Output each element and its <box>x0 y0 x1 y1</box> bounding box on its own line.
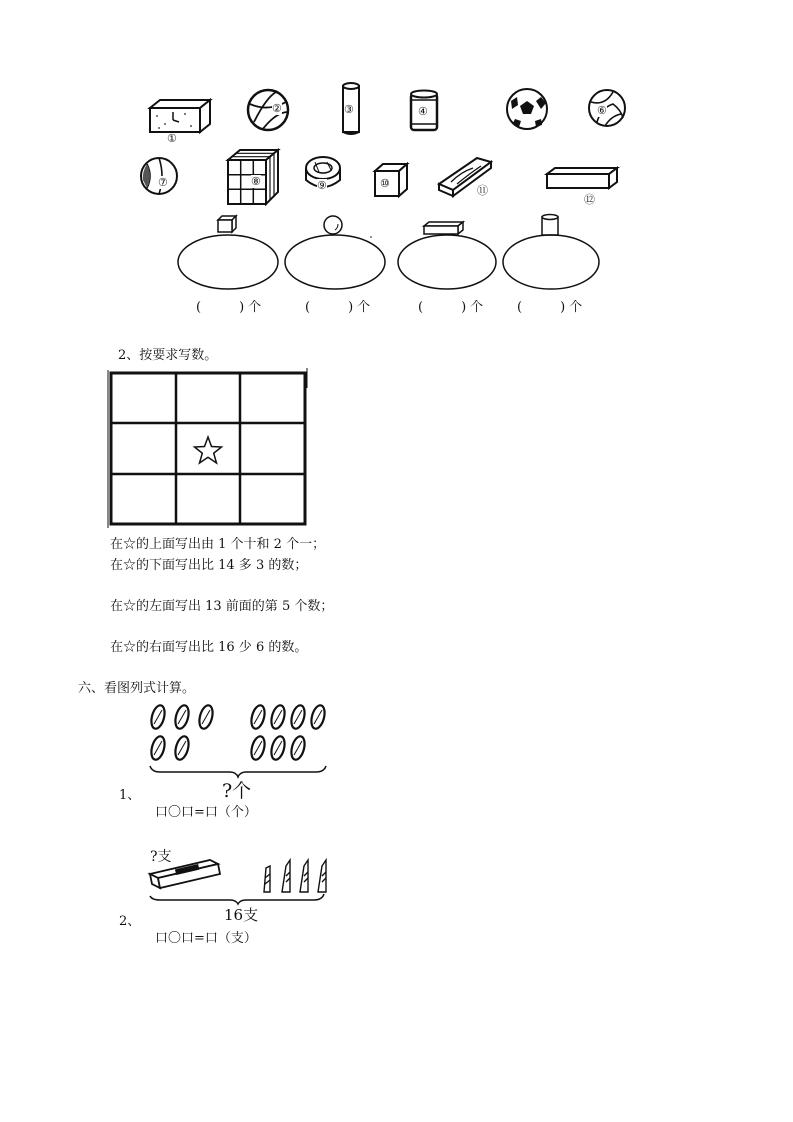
brace-label-1: ?个 <box>222 780 252 802</box>
pencils-icon <box>264 860 326 892</box>
object-11 <box>437 154 497 204</box>
object-number: ② <box>272 102 282 115</box>
cube-category-icon <box>218 216 236 232</box>
object-number: ⑦ <box>158 176 168 189</box>
oval-3 <box>398 235 496 289</box>
object-4 <box>408 88 442 138</box>
object-3 <box>340 82 364 142</box>
count-blank-2: ( )个 <box>305 300 375 315</box>
problem-2-number: 2、 <box>119 914 141 929</box>
object-8 <box>224 148 284 212</box>
problem-2-formula: 口〇口=口（支） <box>155 931 257 946</box>
object-number: ⑨ <box>317 179 327 192</box>
pencil-box-icon <box>437 154 497 200</box>
problem-1-formula: 口〇口=口（个） <box>155 805 257 820</box>
object-6 <box>587 88 629 134</box>
object-2 <box>246 88 291 137</box>
cylinder-category-icon <box>542 215 558 236</box>
object-1 <box>145 98 215 152</box>
pencil-picture <box>146 852 336 910</box>
object-9 <box>303 154 345 198</box>
sphere-category-icon <box>324 216 342 234</box>
object-number: ⑪ <box>477 184 488 197</box>
brace-label-2: 16支 <box>224 906 259 924</box>
classification-area <box>170 210 630 290</box>
brace <box>150 894 324 904</box>
star-icon <box>195 437 222 463</box>
cuboid-category-icon <box>424 222 463 234</box>
count-blank-1: ( )个 <box>196 300 266 315</box>
cuboid-clock-icon <box>145 98 215 148</box>
volleyball-icon <box>587 88 629 130</box>
q2-title: 2、按要求写数。 <box>118 348 218 363</box>
object-number: ③ <box>344 103 354 116</box>
peanut-group-left <box>149 704 215 761</box>
q2-instruction-2: 在☆的下面写出比 14 多 3 的数； <box>110 558 308 573</box>
oval-4 <box>503 235 599 289</box>
number-grid <box>108 368 308 528</box>
oval-2 <box>285 235 385 289</box>
cube-icon <box>372 162 410 200</box>
problem-1-number: 1、 <box>119 788 141 803</box>
cuboid-icon <box>545 166 621 192</box>
count-blank-3: ( )个 <box>418 300 488 315</box>
top-label-2: ?支 <box>150 849 172 865</box>
object-5 <box>505 87 551 137</box>
object-number: ① <box>167 132 177 145</box>
object-12 <box>545 166 621 206</box>
pencil-case-icon <box>150 860 220 888</box>
object-number: ⑥ <box>597 104 607 117</box>
basketball-icon <box>246 88 291 133</box>
q2-instruction-4: 在☆的右面写出比 16 少 6 的数。 <box>110 640 308 655</box>
peanut-picture <box>146 700 336 780</box>
object-number: ⑩ <box>380 177 390 190</box>
object-number: ⑧ <box>251 175 261 188</box>
section6-title: 六、看图列式计算。 <box>78 681 196 696</box>
oval-1 <box>178 235 278 289</box>
object-number: ④ <box>418 105 428 118</box>
object-number: ⑤ <box>521 91 531 104</box>
object-7 <box>139 156 181 202</box>
q2-instruction-1: 在☆的上面写出由 1 个十和 2 个一； <box>110 537 326 552</box>
object-number: ⑫ <box>584 193 595 206</box>
count-blank-4: ( )个 <box>517 300 587 315</box>
object-10 <box>372 162 410 204</box>
q2-instruction-3: 在☆的左面写出 13 前面的第 5 个数； <box>110 599 334 614</box>
